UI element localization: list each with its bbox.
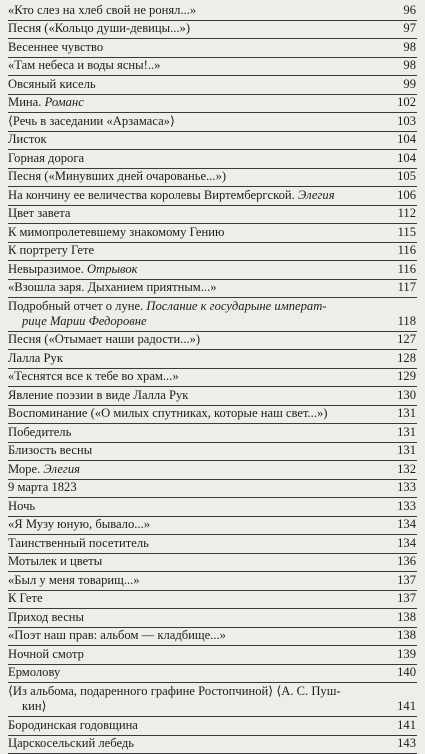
toc-entry-title-text: На кончину ее величества королевы Виртембергской. <box>8 187 295 202</box>
toc-entry-page-number: 128 <box>397 350 416 365</box>
toc-entry <box>8 332 417 351</box>
toc-entry-page-number: 130 <box>397 387 416 402</box>
toc-entry-page-number: 132 <box>397 461 416 476</box>
toc-entry-title-text: Ночь <box>8 498 36 513</box>
toc-entry-title-text: «Был у меня товарищ...» <box>8 572 140 587</box>
toc-entry <box>8 39 417 58</box>
toc-entry-title <box>8 554 417 569</box>
toc-entry-title-text: Приход весны <box>8 609 85 624</box>
toc-entry-page-number: 116 <box>397 243 416 257</box>
toc-entry-title-text: Воспоминание («О милых спутниках, которые наш свет...») <box>8 406 328 421</box>
toc-entry-title-text: 9 марта 1823 <box>8 480 77 495</box>
toc-entry-title <box>8 351 417 366</box>
toc-entry-page-number: 102 <box>397 95 416 109</box>
toc-entry-title-text: К мимопролетевшему знакомому Гению <box>8 224 225 239</box>
toc-entry <box>8 298 417 332</box>
toc-entry <box>8 206 417 225</box>
toc-entry-title-text: Победитель <box>8 424 72 439</box>
toc-entry <box>8 736 417 754</box>
toc-entry-title-text: Цвет завета <box>8 206 71 220</box>
toc-entry-genre: Романс <box>44 95 84 109</box>
toc-entry-title <box>8 332 417 347</box>
toc-entry-title <box>8 225 417 240</box>
toc-entry <box>8 280 417 299</box>
toc-entry-genre: Послание к государыне императ- <box>146 298 327 313</box>
toc-entry-page-number: 98 <box>403 39 416 54</box>
toc-entry-page-number: 143 <box>397 736 416 751</box>
toc-entry-page-number: 104 <box>397 150 416 165</box>
toc-entry-page-number: 98 <box>403 58 416 72</box>
toc-entry-page-number: 103 <box>397 113 416 128</box>
toc-entry-genre: Отрывок <box>87 261 138 276</box>
toc-entry-page-number: 104 <box>397 132 416 146</box>
toc-entry-page-number: 141 <box>397 699 416 714</box>
toc-entry-page-number: 133 <box>397 498 416 513</box>
toc-entry-title <box>8 718 417 733</box>
toc-entry-page-number: 97 <box>403 21 416 35</box>
toc-entry-title <box>8 610 417 625</box>
toc-entry-title-text: Ермолову <box>8 665 61 680</box>
toc-entry-title <box>8 684 417 715</box>
toc-entry <box>8 150 417 169</box>
toc-entry-title-text: ⟨Из альбома, подаренного графине Ростопчиной⟩ ⟨А. С. Пуш- <box>8 683 341 698</box>
toc-entry-title-text: «Кто слез на хлеб свой не ронял...» <box>8 2 197 17</box>
toc-entry-title <box>8 280 417 295</box>
toc-entry-title <box>8 151 417 166</box>
toc-entry <box>8 387 417 406</box>
toc-entry <box>8 369 417 388</box>
toc-entry-page-number: 133 <box>397 480 416 495</box>
toc-entry-title <box>8 132 417 147</box>
toc-entry-title-text: Бородинская годовщина <box>8 717 138 732</box>
toc-entry-title <box>8 517 417 532</box>
toc-entry-title-text: Подробный отчет о луне. <box>8 298 144 313</box>
toc-entry-title <box>8 665 417 680</box>
toc-entry <box>8 591 417 610</box>
toc-entry-page-number: 116 <box>397 261 416 276</box>
toc-entry-title <box>8 369 417 384</box>
toc-entry-title-text: «Я Музу юную, бывало...» <box>8 517 151 532</box>
toc-entry-page-number: 127 <box>397 332 416 347</box>
toc-entry <box>8 628 417 647</box>
toc-entry-page-number: 136 <box>397 554 416 569</box>
toc-entry <box>8 21 417 40</box>
toc-entry-page-number: 141 <box>397 717 416 732</box>
toc-entry <box>8 554 417 573</box>
toc-entry-title <box>8 95 417 110</box>
toc-entry-title-text: Царскосельский лебедь <box>8 736 135 751</box>
toc-entry <box>8 535 417 554</box>
toc-entry <box>8 224 417 243</box>
toc-entry-title-text: Горная дорога <box>8 150 85 165</box>
toc-entry-title <box>8 262 417 277</box>
toc-entry <box>8 350 417 369</box>
toc-entry <box>8 498 417 517</box>
toc-entry <box>8 76 417 95</box>
toc-entry-title-text: Листок <box>8 132 47 146</box>
toc-entry-title <box>8 21 417 36</box>
toc-entry-page-number: 99 <box>403 76 416 91</box>
toc-entry-title <box>8 591 417 606</box>
toc-entry <box>8 261 417 280</box>
toc-entry-page-number: 105 <box>397 169 416 183</box>
toc-entry-title <box>8 443 417 458</box>
toc-entry-title <box>8 206 417 221</box>
toc-entry-page-number: 138 <box>397 609 416 624</box>
toc-entry-title <box>8 299 417 330</box>
toc-entry <box>8 665 417 684</box>
toc-entry <box>8 717 417 736</box>
toc-entry-title <box>8 480 417 495</box>
toc-entry-title <box>8 114 417 129</box>
toc-entry-title-text: Ночной смотр <box>8 646 84 661</box>
toc-entry-title-text: Явление поэзии в виде Лалла Рук <box>8 387 189 402</box>
toc-entry-title-text: Песня («Отымает наши радости...») <box>8 332 201 347</box>
toc-entry-page-number: 106 <box>397 187 416 202</box>
toc-entry <box>8 113 417 132</box>
toc-entry-title <box>8 462 417 477</box>
toc-entry-title-text: Лалла Рук <box>8 350 63 365</box>
toc-entry-title-continued: кин⟩ <box>22 699 47 714</box>
toc-entry-title <box>8 536 417 551</box>
toc-entry-title <box>8 77 417 92</box>
toc-entry-title-text: Мина. <box>8 95 42 109</box>
toc-entry <box>8 243 417 262</box>
toc-entry <box>8 572 417 591</box>
toc-entry <box>8 406 417 425</box>
toc-entry <box>8 2 417 21</box>
toc-entry-title-text: «Теснятся все к тебе во храм...» <box>8 369 179 384</box>
toc-entry-page-number: 134 <box>397 535 416 550</box>
toc-entry-title-text: К портрету Гете <box>8 243 95 257</box>
toc-entry-title <box>8 58 417 73</box>
toc-entry-title <box>8 499 417 514</box>
toc-entry-page-number: 118 <box>397 313 416 328</box>
toc-entry <box>8 480 417 499</box>
toc-entry <box>8 95 417 114</box>
toc-entry-page-number: 131 <box>397 443 416 458</box>
toc-entry <box>8 443 417 462</box>
toc-entry-title <box>8 647 417 662</box>
toc-entry-page-number: 115 <box>397 224 416 239</box>
toc-entry <box>8 169 417 188</box>
toc-entry-page-number: 140 <box>397 665 416 680</box>
toc-entry-page-number: 129 <box>397 369 416 384</box>
toc-entry-page-number: 131 <box>397 406 416 421</box>
toc-entry-title-text: Близость весны <box>8 443 93 458</box>
toc-entry-page-number: 137 <box>397 591 416 606</box>
toc-entry-page-number: 96 <box>403 2 416 17</box>
toc-entry-title-continued: рице Марии Федоровне <box>22 313 147 328</box>
toc-entry-genre: Элегия <box>297 187 335 202</box>
toc-entry-title-text: Таинственный посетитель <box>8 535 149 550</box>
toc-entry-title-text: «Взошла заря. Дыханием приятным...» <box>8 280 217 294</box>
toc-entry-title-text: Весеннее чувство <box>8 39 104 54</box>
toc-entry-title-text: Песня («Кольцо души-девицы...») <box>8 21 191 35</box>
toc-entry-title-text: Мотылек и цветы <box>8 554 103 569</box>
toc-entry <box>8 424 417 443</box>
toc-entry <box>8 132 417 151</box>
toc-entry-title <box>8 736 417 751</box>
toc-entry-title <box>8 628 417 643</box>
toc-entry <box>8 461 417 480</box>
toc-entry-page-number: 112 <box>397 206 416 220</box>
toc-entry-title <box>8 188 417 203</box>
toc-entry-title-text: Овсяный кисель <box>8 76 96 91</box>
toc-entry-title-text: «Поэт наш прав: альбом — кладбище...» <box>8 628 226 643</box>
toc-entry-page-number: 134 <box>397 517 416 532</box>
toc-entry-page-number: 139 <box>397 646 416 661</box>
toc-entry-title-text: Море. <box>8 461 41 476</box>
toc-entry <box>8 609 417 628</box>
toc-entry-title <box>8 169 417 184</box>
toc-entry-title <box>8 573 417 588</box>
toc-entry <box>8 187 417 206</box>
toc-entry <box>8 646 417 665</box>
toc-entry-title-text: ⟨Речь в заседании «Арзамаса»⟩ <box>8 113 175 128</box>
toc-entry-title <box>8 406 417 421</box>
toc-entry-title <box>8 243 417 258</box>
toc-entry-page-number: 131 <box>397 424 416 439</box>
toc-entry-title-text: Песня («Минувших дней очарованье...») <box>8 169 227 183</box>
toc-entry-title-text: Невыразимое. <box>8 261 84 276</box>
toc-entry <box>8 517 417 536</box>
toc-entry <box>8 683 417 717</box>
toc-entry-title-text: К Гете <box>8 591 43 606</box>
toc-entry-title <box>8 388 417 403</box>
toc-entry-title <box>8 3 417 18</box>
toc-entry-title <box>8 40 417 55</box>
toc-entry-page-number: 137 <box>397 572 416 587</box>
toc-entry-page-number: 138 <box>397 628 416 643</box>
table-of-contents <box>8 2 417 754</box>
toc-entry-genre: Элегия <box>43 461 80 476</box>
toc-entry-title <box>8 425 417 440</box>
toc-entry-page-number: 117 <box>397 280 416 294</box>
toc-entry-title-text: «Там небеса и воды ясны!..» <box>8 58 161 72</box>
toc-entry <box>8 58 417 77</box>
